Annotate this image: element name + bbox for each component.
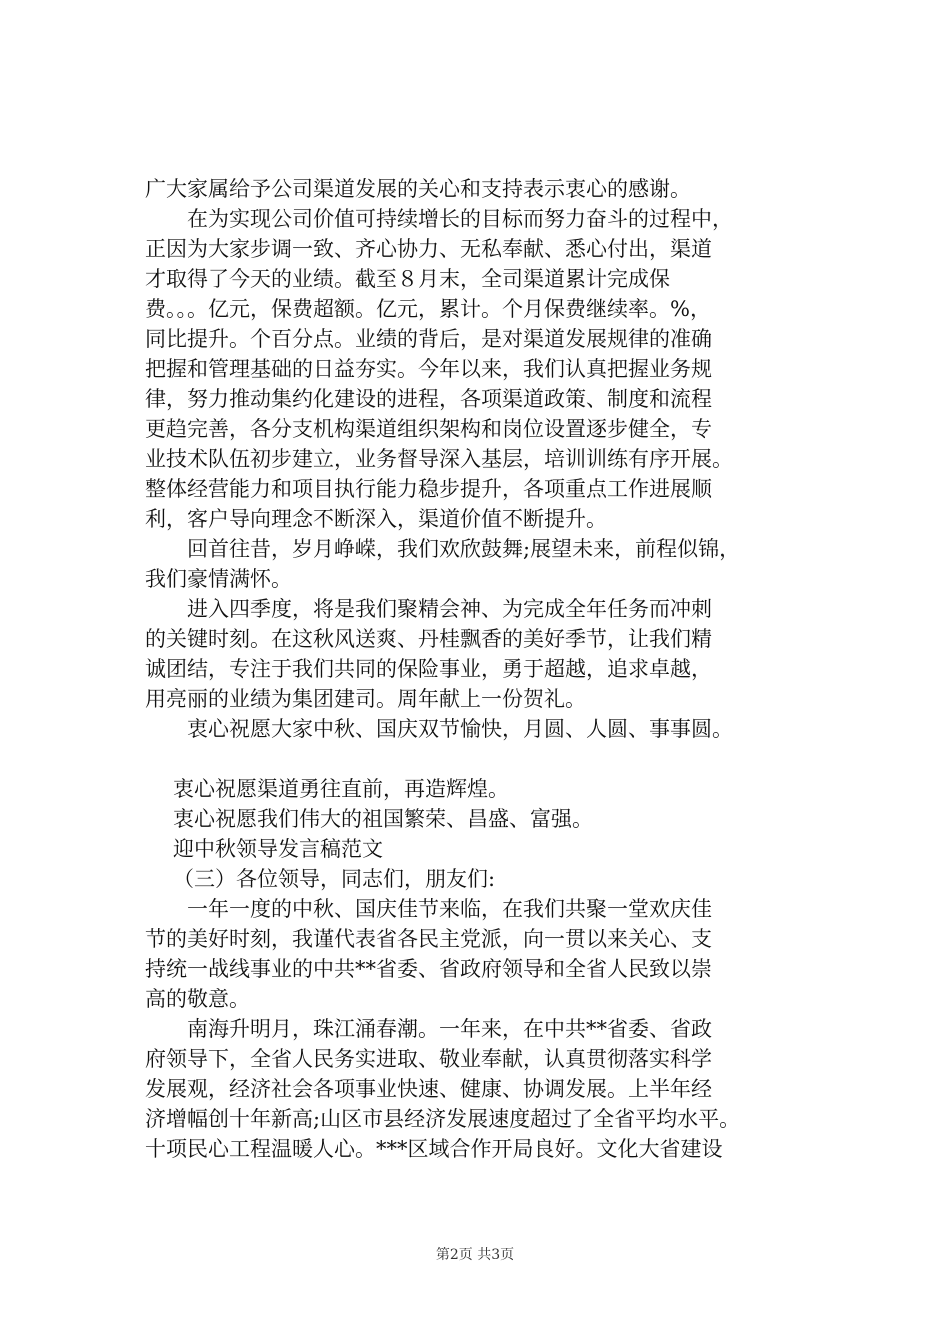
text-line: 南海升明月，珠江涌春潮。一年来，在中共**省委、省政 [187, 1017, 712, 1041]
text-line: 业技术队伍初步建立，业务督导深入基层，培训训练有序开展。 [145, 447, 733, 471]
text-line: 的关键时刻。在这秋风送爽、丹桂飘香的美好季节，让我们精 [145, 627, 712, 651]
text-line: 用亮丽的业绩为集团建司。周年献上一份贺礼。 [145, 687, 586, 711]
text-line: 利，客户导向理念不断深入，渠道价值不断提升。 [145, 507, 607, 531]
text-line: 节的美好时刻，我谨代表省各民主党派，向一贯以来关心、支 [145, 927, 712, 951]
text-line: 广大家属给予公司渠道发展的关心和支持表示衷心的感谢。 [145, 177, 691, 201]
text-line: 更趋完善，各分支机构渠道组织架构和岗位设置逐步健全，专 [145, 417, 712, 441]
text-line: 同比提升。个百分点。业绩的背后，是对渠道发展规律的准确 [145, 327, 712, 351]
text-line: 衷心祝愿我们伟大的祖国繁荣、昌盛、富强。 [173, 807, 593, 831]
text-line: 十项民心工程温暖人心。***区域合作开局良好。文化大省建设 [145, 1137, 723, 1161]
text-line: 律，努力推动集约化建设的进程，各项渠道政策、制度和流程 [145, 387, 712, 411]
text-line: 府领导下，全省人民务实进取、敬业奉献，认真贯彻落实科学 [145, 1047, 712, 1071]
text-line: 高的敬意。 [145, 987, 250, 1011]
text-line: 整体经营能力和项目执行能力稳步提升，各项重点工作进展顺 [145, 477, 712, 501]
text-line: 诚团结，专注于我们共同的保险事业，勇于超越，追求卓越， [145, 657, 712, 681]
text-line: 济增幅创十年新高;山区市县经济发展速度超过了全省平均水平。 [145, 1107, 741, 1131]
text-line: 发展观，经济社会各项事业快速、健康、协调发展。上半年经 [145, 1077, 712, 1101]
text-line: 进入四季度，将是我们聚精会神、为完成全年任务而冲刺 [187, 597, 712, 621]
text-line: 我们豪情满怀。 [145, 567, 292, 591]
text-line: 把握和管理基础的日益夯实。今年以来，我们认真把握业务规 [145, 357, 712, 381]
text-line: 一年一度的中秋、国庆佳节来临，在我们共聚一堂欢庆佳 [187, 897, 712, 921]
page-number-footer: 第2页 共3页 [435, 1247, 515, 1263]
text-line: 才取得了今天的业绩。截至８月末，全司渠道累计完成保 [145, 267, 670, 291]
text-line: 在为实现公司价值可持续增长的目标而努力奋斗的过程中， [187, 207, 733, 231]
text-line: 正因为大家步调一致、齐心协力、无私奉献、悉心付出，渠道 [145, 237, 712, 261]
text-line: 回首往昔，岁月峥嵘，我们欢欣鼓舞;展望未来，前程似锦， [187, 537, 741, 561]
salutation: （三）各位领导，同志们，朋友们: [173, 867, 496, 891]
text-line: 衷心祝愿大家中秋、国庆双节愉快，月圆、人圆、事事圆。 [187, 717, 733, 741]
text-line: 衷心祝愿渠道勇往直前，再造辉煌。 [173, 777, 509, 801]
text-line: 持统一战线事业的中共**省委、省政府领导和全省人民致以崇 [145, 957, 712, 981]
document-body [145, 174, 835, 1164]
section-title: 迎中秋领导发言稿范文 [173, 837, 383, 861]
paragraph-gap [145, 744, 835, 774]
text-line: 费。。。亿元，保费超额。亿元，累计。个月保费继续率。%， [145, 297, 711, 321]
